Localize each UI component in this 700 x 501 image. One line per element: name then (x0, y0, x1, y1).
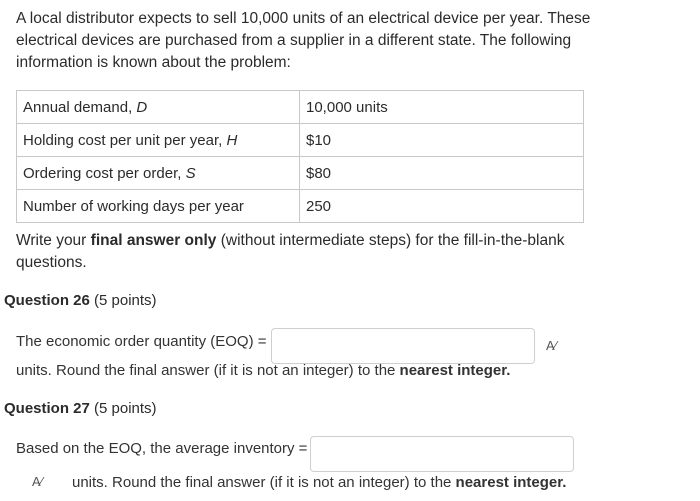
row-value: 250 (300, 190, 584, 223)
row-label: Ordering cost per order, S (17, 157, 300, 190)
table-row (17, 190, 584, 223)
spellcheck-icon[interactable]: A⁄ (32, 474, 43, 489)
given-data-table (16, 90, 584, 223)
row-label: Holding cost per unit per year, H (17, 124, 300, 157)
q26-answer-input[interactable] (271, 328, 535, 364)
row-value: 10,000 units (300, 91, 584, 124)
question-27-header: Question 27 (5 points) (4, 400, 157, 417)
q27-rounding-note: units. Round the final answer (if it is not an integer) to the nearest integer. (72, 474, 567, 491)
row-label: Annual demand, D (17, 91, 300, 124)
q27-prompt: Based on the EOQ, the average inventory = (16, 440, 308, 457)
table-row (17, 124, 584, 157)
intro-text: A local distributor expects to sell 10,000 units of an electrical device per year. These electrical devices are purchased from a supplier in a different state. The following information is known about the problem: (16, 10, 591, 71)
problem-intro (16, 8, 616, 74)
q26-prompt: The economic order quantity (EOQ) = (16, 333, 267, 350)
q27-answer-input[interactable] (310, 436, 574, 472)
row-label: Number of working days per year (17, 190, 300, 223)
row-value: $80 (300, 157, 584, 190)
instruction-text: Write your final answer only (without intermediate steps) for the fill-in-the-blank questions. (16, 232, 565, 271)
table-row (17, 91, 584, 124)
table-row (17, 157, 584, 190)
spellcheck-icon[interactable]: A⁄ (546, 338, 557, 353)
q26-rounding-note: units. Round the final answer (if it is not an integer) to the nearest integer. (16, 362, 511, 379)
question-26-header: Question 26 (5 points) (4, 292, 157, 309)
row-value: $10 (300, 124, 584, 157)
